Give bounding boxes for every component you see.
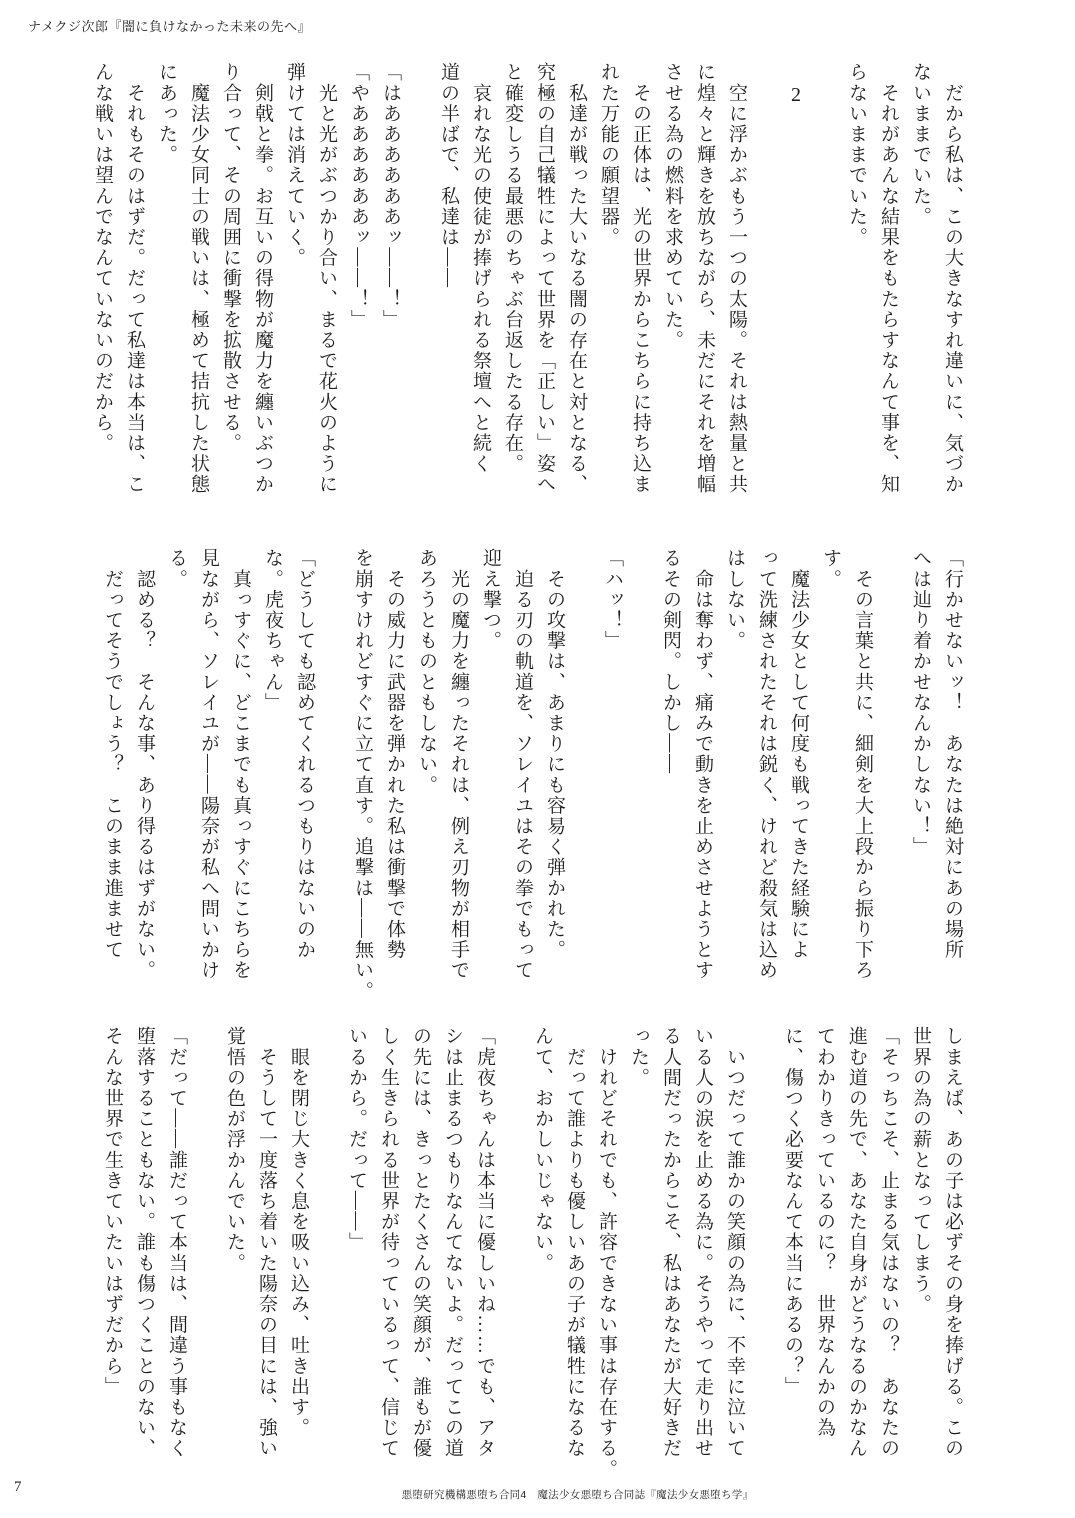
text-line: それがあんな結果をもたらすなんて事を、知 <box>878 62 899 495</box>
text-line: 堕落することもない。誰も傷つくことのない、 <box>134 1026 155 1459</box>
text-line: 弾けては消えていく。 <box>284 62 305 268</box>
text-line: その攻撃は、あまりにも容易く弾かれた。 <box>544 548 565 960</box>
text-line: 「だって――誰だって本当は、間違う事もなく <box>166 1026 187 1459</box>
text-line: それもそのはずだ。だって私達は本当は、こ <box>124 62 145 495</box>
text-line: 「そっちこそ、止まる気はないの？ あなたの <box>878 1026 899 1459</box>
text-line: 「やああああああッ――！」 <box>348 62 369 330</box>
text-line: 光と光がぶつかり合い、まるで花火のように <box>316 62 337 495</box>
text-line: 私達が戦った大いなる闇の存在と対となる、 <box>566 62 587 495</box>
text-line: らないままでいた。 <box>846 62 867 248</box>
text-line: 道の半ばで、私達は―― <box>438 62 459 289</box>
text-line: いつだって誰かの笑顔の為に、不幸に泣いて <box>724 1026 745 1459</box>
text-line: はしない。 <box>724 548 745 651</box>
text-line: いるから。だって――」 <box>346 1026 367 1253</box>
text-line: と確変しうる最悪のちゃぶ台返したる存在。 <box>502 62 523 474</box>
text-line: その威力に武器を弾かれた私は衝撃で体勢 <box>384 548 405 960</box>
text-line: させる為の燃料を求めていた。 <box>662 62 683 351</box>
text-line: 魔法少女同士の戦いは、極めて拮抗した状態 <box>188 62 209 495</box>
text-line: てわかりきっているのに？ 世界なんかの為 <box>814 1026 835 1438</box>
text-line: 「虎夜ちゃんは本当に優しいね……でも、アタ <box>474 1026 495 1459</box>
text-line: しく生きられる世界が待っているって、信じて <box>378 1026 399 1459</box>
text-line: る人間だったからこそ、私はあなたが大好きだ <box>660 1026 681 1459</box>
text-line: いる人の涙を止める為に。そうやって走り出せ <box>692 1026 713 1459</box>
text-line: 認める？ そんな事、あり得るはずがない。 <box>134 548 155 981</box>
text-line: その言葉と共に、細剣を大上段から振り下ろ <box>852 548 873 981</box>
text-line: り合って、その周囲に衝撃を拡散させる。 <box>220 62 241 454</box>
text-line: 魔法少女として何度も戦ってきた経験によ <box>788 548 809 960</box>
text-line: 見ながら、ソレイユが――陽奈が私へ問いかけ <box>198 548 219 981</box>
text-line: 進む道の先で、あなた自身がどうなるのかなん <box>846 1026 867 1459</box>
text-line: けれどそれでも、許容できない事は存在する。 <box>596 1026 617 1480</box>
text-line: そうして一度落ち着いた陽奈の目には、強い <box>256 1026 277 1459</box>
text-line: 眼を閉じ大きく息を吸い込み、吐き出す。 <box>288 1026 309 1438</box>
page-footer-credit: 悪堕研究機構悪堕ち合同4 魔法少女悪堕ち合同誌『魔法少女悪堕ち学』 <box>401 1489 754 1501</box>
text-line: る。 <box>166 548 187 590</box>
page-header-title: ナメクジ次郎『闇に負けなかった未来の先へ』 <box>28 19 311 34</box>
text-line: 迫る刃の軌道を、ソレイユはその拳でもって <box>512 548 533 981</box>
text-line: 「行かせないッ！ あなたは絶対にあの場所 <box>942 548 963 960</box>
text-line: 命は奪わず、痛みで動きを止めさせようとす <box>692 548 713 981</box>
text-line: あろうとものともしない。 <box>416 548 437 796</box>
text-band-2 <box>96 548 968 1000</box>
text-line: 真っすぐに、どこまでも真っすぐにこちらを <box>230 548 251 981</box>
text-line: の先には、きっとたくさんの笑顔が、誰もが優 <box>410 1026 431 1459</box>
text-line: 「どうしても認めてくれるつもりはないのか <box>294 548 315 960</box>
text-line: った。 <box>628 1026 649 1088</box>
text-band-1 <box>86 62 968 514</box>
text-line: 世界の為の薪となってしまう。 <box>910 1026 931 1315</box>
text-line: 「ハッ！」 <box>602 548 623 651</box>
text-line: しまえば、あの子は必ずその身を捧げる。この <box>942 1026 963 1459</box>
text-line: だってそうでしょう？ このまま進ませて <box>102 548 123 960</box>
section-number: 2 <box>785 84 807 108</box>
text-line: れた万能の願望器。 <box>598 62 619 248</box>
text-line: 「はああああああッ――！」 <box>380 62 401 330</box>
text-line: ないままでいた。 <box>910 62 931 227</box>
text-line: 光の魔力を纏ったそれは、例え刃物が相手で <box>448 548 469 981</box>
text-line: シは止まるつもりなんてないよ。だってこの道 <box>442 1026 463 1459</box>
text-line: 空に浮かぶもう一つの太陽。それは熱量と共 <box>726 62 747 495</box>
text-band-3 <box>96 1026 968 1478</box>
text-line: 究極の自己犠牲によって世界を「正しい」姿へ <box>534 62 555 495</box>
text-line: を崩すけれどすぐに立て直す。追撃は――無い。 <box>352 548 373 1002</box>
text-line: に煌々と輝きを放ちながら、未だにそれを増幅 <box>694 62 715 495</box>
text-line: に、傷つく必要なんて本当にあるの？」 <box>782 1026 803 1397</box>
text-line: す。 <box>820 548 841 590</box>
text-line: その正体は、光の世界からこちらに持ち込ま <box>630 62 651 495</box>
text-line: るその剣閃。しかし―― <box>660 548 681 775</box>
text-line: 哀れな光の使徒が捧げられる祭壇へと続く <box>470 62 491 474</box>
page-number: 7 <box>14 1479 22 1495</box>
text-line: 迎え撃つ。 <box>480 548 501 651</box>
text-line: 覚悟の色が浮かんでいた。 <box>224 1026 245 1274</box>
text-line: だって誰よりも優しいあの子が犠牲になるな <box>564 1026 585 1459</box>
text-line: な。虎夜ちゃん」 <box>262 548 283 713</box>
text-line: そんな世界で生きていたいはずだから」 <box>102 1026 123 1397</box>
text-line: にあった。 <box>156 62 177 165</box>
text-line: んて、おかしいじゃない。 <box>532 1026 553 1274</box>
text-line: 剣戟と拳。お互いの得物が魔力を纏いぶつか <box>252 62 273 495</box>
text-line: へは辿り着かせなんかしない！」 <box>910 548 931 857</box>
text-line: んな戦いは望んでなんていないのだから。 <box>92 62 113 454</box>
text-line: だから私は、この大きなすれ違いに、気づか <box>942 62 963 495</box>
text-line: って洗練されたそれは鋭く、けれど殺気は込め <box>756 548 777 981</box>
